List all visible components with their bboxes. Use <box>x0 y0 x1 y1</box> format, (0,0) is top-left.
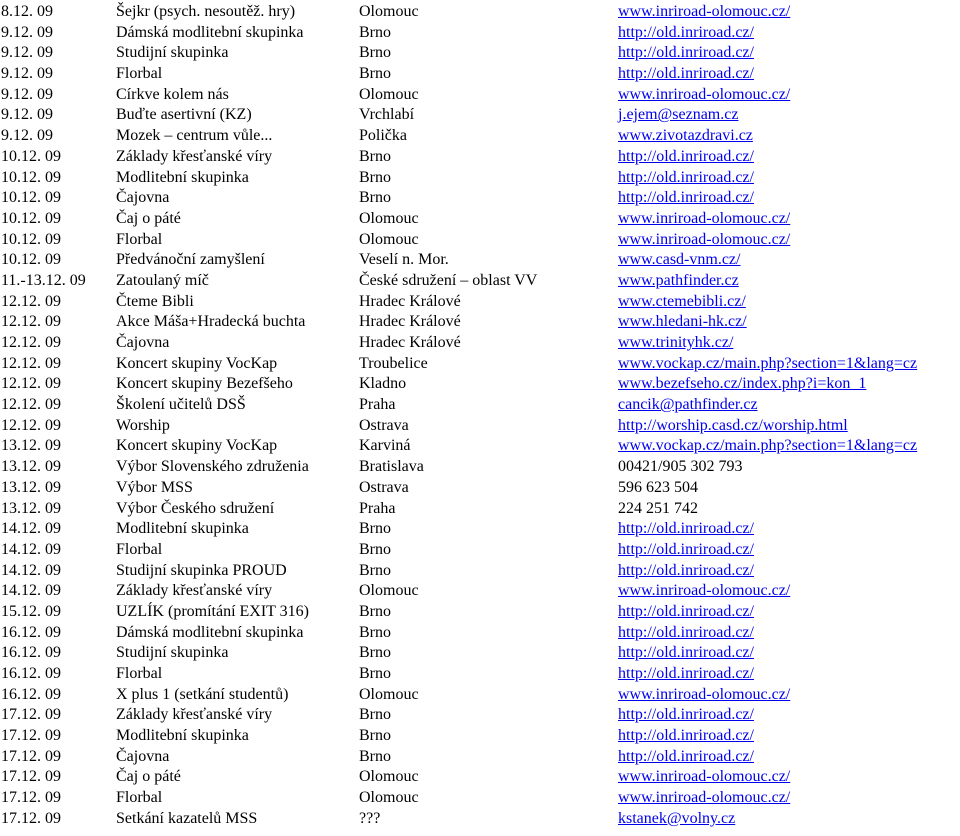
event-row <box>0 312 960 333</box>
event-contact-link[interactable]: http://old.inriroad.cz/ <box>618 44 754 62</box>
event-row <box>0 581 960 602</box>
event-place: Brno <box>359 602 391 620</box>
event-title: Základy křesťanské víry <box>116 582 273 600</box>
event-title: Akce Máša+Hradecká buchta <box>116 313 306 331</box>
event-contact-link[interactable]: http://old.inriroad.cz/ <box>618 727 754 745</box>
event-place: Brno <box>359 623 391 641</box>
event-date: 17.12. 09 <box>1 809 61 827</box>
event-title: Církve kolem nás <box>116 85 229 103</box>
event-title: Florbal <box>116 540 163 558</box>
event-place: ??? <box>359 809 381 827</box>
event-place: Kladno <box>359 375 407 393</box>
event-title: Předvánoční zamyšlení <box>116 251 265 269</box>
event-title: X plus 1 (setkání studentů) <box>116 685 289 703</box>
event-title: Základy křesťanské víry <box>116 706 273 724</box>
event-place: Karviná <box>359 437 411 455</box>
event-row <box>0 126 960 147</box>
event-date: 16.12. 09 <box>1 644 61 662</box>
event-contact-link[interactable]: www.zivotazdravi.cz <box>618 127 753 145</box>
event-contact-link[interactable]: cancik@pathfinder.cz <box>618 396 758 414</box>
event-date: 9.12. 09 <box>1 85 53 103</box>
event-title: Čaj o páté <box>116 209 181 227</box>
event-date: 9.12. 09 <box>1 44 53 62</box>
event-title: Studijní skupinka <box>116 644 229 662</box>
event-title: Základy křesťanské víry <box>116 147 273 165</box>
event-place: Olomouc <box>359 685 419 703</box>
event-date: 17.12. 09 <box>1 706 61 724</box>
event-title: Čaj o páté <box>116 768 181 786</box>
event-place: Hradec Králové <box>359 313 461 331</box>
event-date: 13.12. 09 <box>1 478 61 496</box>
event-row <box>0 705 960 726</box>
event-title: Koncert skupiny Bezefšeho <box>116 375 293 393</box>
event-contact-link[interactable]: http://old.inriroad.cz/ <box>618 602 754 620</box>
event-title: Dámská modlitební skupinka <box>116 623 304 641</box>
event-place: Brno <box>359 747 391 765</box>
event-title: Výbor MSS <box>116 478 193 496</box>
event-row <box>0 809 960 830</box>
event-row <box>0 540 960 561</box>
event-contact-link[interactable]: www.vockap.cz/main.php?section=1&lang=cz <box>618 354 918 372</box>
event-row <box>0 85 960 106</box>
event-place: Brno <box>359 727 391 745</box>
event-contact-link[interactable]: http://old.inriroad.cz/ <box>618 706 754 724</box>
event-row <box>0 395 960 416</box>
event-place: Veselí n. Mor. <box>359 251 449 269</box>
event-row <box>0 561 960 582</box>
event-contact-link[interactable]: http://old.inriroad.cz/ <box>618 189 754 207</box>
event-place: Olomouc <box>359 85 419 103</box>
event-contact-link[interactable]: http://old.inriroad.cz/ <box>618 65 754 83</box>
event-date: 13.12. 09 <box>1 499 61 517</box>
event-date: 12.12. 09 <box>1 313 61 331</box>
event-date: 15.12. 09 <box>1 602 61 620</box>
event-title: Modlitební skupinka <box>116 520 249 538</box>
event-title: Koncert skupiny VocKap <box>116 354 278 372</box>
event-place: Vrchlabí <box>359 106 415 124</box>
event-row <box>0 664 960 685</box>
event-place: Olomouc <box>359 230 419 248</box>
event-date: 10.12. 09 <box>1 251 61 269</box>
event-contact-link[interactable]: http://old.inriroad.cz/ <box>618 561 754 579</box>
event-contact-link[interactable]: www.hledani-hk.cz/ <box>618 313 747 331</box>
event-contact-link[interactable]: http://old.inriroad.cz/ <box>618 23 754 41</box>
event-title: UZLÍK (promítání EXIT 316) <box>116 602 309 620</box>
event-place: Brno <box>359 665 391 682</box>
event-date: 17.12. 09 <box>1 789 61 807</box>
event-row <box>0 2 960 23</box>
event-contact-link[interactable]: http://old.inriroad.cz/ <box>618 520 754 538</box>
event-title: Buďte asertivní (KZ) <box>116 106 252 124</box>
event-list <box>0 2 960 830</box>
event-contact-link[interactable]: www.casd-vnm.cz/ <box>618 251 741 269</box>
event-place: Troubelice <box>359 354 428 372</box>
event-date: 9.12. 09 <box>1 23 53 41</box>
event-contact-link[interactable]: http://old.inriroad.cz/ <box>618 168 754 186</box>
event-date: 12.12. 09 <box>1 292 61 310</box>
event-place: Bratislava <box>359 458 424 476</box>
event-title: Čteme Bibli <box>116 292 194 310</box>
event-place: České sdružení – oblast VV <box>359 271 538 289</box>
event-row <box>0 726 960 747</box>
event-title: Koncert skupiny VocKap <box>116 437 278 455</box>
event-date: 10.12. 09 <box>1 230 61 248</box>
event-title: Šejkr (psych. nesoutěž. hry) <box>116 3 296 20</box>
event-title: Výbor Slovenského združenia <box>116 458 309 476</box>
event-place: Praha <box>359 499 396 517</box>
event-contact-link[interactable]: www.bezefseho.cz/index.php?i=kon_1 <box>618 375 867 393</box>
event-place: Hradec Králové <box>359 334 461 351</box>
event-date: 13.12. 09 <box>1 458 61 476</box>
event-title: Výbor Českého sdružení <box>116 499 275 517</box>
event-row <box>0 292 960 313</box>
event-row <box>0 767 960 788</box>
event-title: Worship <box>116 416 170 434</box>
event-row <box>0 416 960 437</box>
event-date: 12.12. 09 <box>1 416 61 434</box>
event-date: 17.12. 09 <box>1 727 61 745</box>
event-contact-link[interactable]: www.inriroad-olomouc.cz/ <box>618 789 791 807</box>
event-place: Brno <box>359 168 391 186</box>
event-row <box>0 209 960 230</box>
event-place: Brno <box>359 147 391 165</box>
event-place: Brno <box>359 540 391 558</box>
event-contact-phone: 224 251 742 <box>618 499 698 517</box>
event-date: 12.12. 09 <box>1 334 61 351</box>
event-place: Ostrava <box>359 416 409 434</box>
event-title: Florbal <box>116 789 163 807</box>
event-date: 13.12. 09 <box>1 437 61 455</box>
event-place: Olomouc <box>359 3 419 20</box>
event-title: Zatoulaný míč <box>116 271 209 289</box>
event-row <box>0 478 960 499</box>
event-contact-link[interactable]: www.ctemebibli.cz/ <box>618 292 746 310</box>
event-row <box>0 457 960 478</box>
event-title: Dámská modlitební skupinka <box>116 23 304 41</box>
event-contact-link[interactable]: kstanek@volny.cz <box>618 809 736 827</box>
event-place: Brno <box>359 65 391 83</box>
event-date: 9.12. 09 <box>1 65 53 83</box>
event-contact-link[interactable]: www.trinityhk.cz/ <box>618 334 734 351</box>
event-contact-link[interactable]: www.inriroad-olomouc.cz/ <box>618 685 791 703</box>
event-place: Olomouc <box>359 582 419 600</box>
event-date: 14.12. 09 <box>1 540 61 558</box>
event-row <box>0 23 960 44</box>
event-date: 17.12. 09 <box>1 768 61 786</box>
event-row <box>0 147 960 168</box>
event-title: Čajovna <box>116 747 170 765</box>
event-row <box>0 374 960 395</box>
event-place: Brno <box>359 644 391 662</box>
event-place: Brno <box>359 520 391 538</box>
event-row <box>0 499 960 520</box>
event-contact-link[interactable]: www.inriroad-olomouc.cz/ <box>618 768 791 786</box>
event-title: Florbal <box>116 65 163 83</box>
event-row <box>0 64 960 85</box>
event-place: Olomouc <box>359 209 419 227</box>
event-title: Čajovna <box>116 334 170 351</box>
event-contact-phone: 00421/905 302 793 <box>618 458 743 476</box>
event-row <box>0 685 960 706</box>
event-date: 9.12. 09 <box>1 127 53 145</box>
event-row <box>0 168 960 189</box>
event-contact-link[interactable]: http://old.inriroad.cz/ <box>618 540 754 558</box>
event-contact-link[interactable]: www.inriroad-olomouc.cz/ <box>618 209 791 227</box>
event-title: Florbal <box>116 665 163 682</box>
event-date: 12.12. 09 <box>1 396 61 414</box>
event-contact-link[interactable]: j.ejem@seznam.cz <box>618 106 739 124</box>
event-date: 14.12. 09 <box>1 582 61 600</box>
event-contact-link[interactable]: http://old.inriroad.cz/ <box>618 665 754 682</box>
event-title: Školení učitelů DSŠ <box>116 396 246 414</box>
event-contact-link[interactable]: www.vockap.cz/main.php?section=1&lang=cz <box>618 437 918 455</box>
event-contact-link[interactable]: www.inriroad-olomouc.cz/ <box>618 3 791 20</box>
event-date: 16.12. 09 <box>1 685 61 703</box>
event-date: 12.12. 09 <box>1 375 61 393</box>
event-title: Florbal <box>116 230 163 248</box>
event-row <box>0 519 960 540</box>
event-date: 10.12. 09 <box>1 168 61 186</box>
event-row <box>0 230 960 251</box>
event-date: 14.12. 09 <box>1 561 61 579</box>
event-row <box>0 788 960 809</box>
event-date: 9.12. 09 <box>1 106 53 124</box>
event-row <box>0 623 960 644</box>
event-place: Brno <box>359 189 391 207</box>
event-date: 12.12. 09 <box>1 354 61 372</box>
event-row <box>0 188 960 209</box>
event-row <box>0 602 960 623</box>
event-row <box>0 250 960 271</box>
event-date: 11.-13.12. 09 <box>1 271 86 289</box>
event-place: Praha <box>359 396 396 414</box>
event-place: Polička <box>359 127 407 145</box>
event-date: 14.12. 09 <box>1 520 61 538</box>
event-contact-link[interactable]: http://old.inriroad.cz/ <box>618 644 754 662</box>
event-place: Brno <box>359 23 391 41</box>
event-title: Studijní skupinka <box>116 44 229 62</box>
event-date: 8.12. 09 <box>1 3 53 20</box>
event-contact-link[interactable]: www.inriroad-olomouc.cz/ <box>618 85 791 103</box>
event-title: Studijní skupinka PROUD <box>116 561 287 579</box>
event-contact-link[interactable]: http://worship.casd.cz/worship.html <box>618 416 848 434</box>
event-title: Modlitební skupinka <box>116 727 249 745</box>
event-contact-link[interactable]: www.inriroad-olomouc.cz/ <box>618 582 791 600</box>
event-date: 17.12. 09 <box>1 747 61 765</box>
event-row <box>0 643 960 664</box>
event-contact-link[interactable]: http://old.inriroad.cz/ <box>618 747 754 765</box>
event-place: Brno <box>359 44 391 62</box>
event-contact-link[interactable]: http://old.inriroad.cz/ <box>618 147 754 165</box>
event-date: 16.12. 09 <box>1 623 61 641</box>
event-date: 10.12. 09 <box>1 209 61 227</box>
event-row <box>0 747 960 768</box>
event-place: Olomouc <box>359 789 419 807</box>
event-title: Setkání kazatelů MSS <box>116 809 258 827</box>
event-place: Hradec Králové <box>359 292 461 310</box>
event-place: Olomouc <box>359 768 419 786</box>
event-place: Ostrava <box>359 478 409 496</box>
event-row <box>0 105 960 126</box>
event-row <box>0 43 960 64</box>
event-date: 16.12. 09 <box>1 665 61 682</box>
event-row <box>0 333 960 354</box>
event-place: Brno <box>359 706 391 724</box>
event-contact-link[interactable]: www.inriroad-olomouc.cz/ <box>618 230 791 248</box>
event-contact-link[interactable]: http://old.inriroad.cz/ <box>618 623 754 641</box>
event-row <box>0 436 960 457</box>
event-place: Brno <box>359 561 391 579</box>
event-row <box>0 354 960 375</box>
event-date: 10.12. 09 <box>1 147 61 165</box>
event-title: Čajovna <box>116 189 170 207</box>
event-title: Mozek – centrum vůle... <box>116 127 273 145</box>
event-title: Modlitební skupinka <box>116 168 249 186</box>
event-contact-link[interactable]: www.pathfinder.cz <box>618 271 739 289</box>
event-date: 10.12. 09 <box>1 189 61 207</box>
event-contact-phone: 596 623 504 <box>618 478 698 496</box>
event-row <box>0 271 960 292</box>
